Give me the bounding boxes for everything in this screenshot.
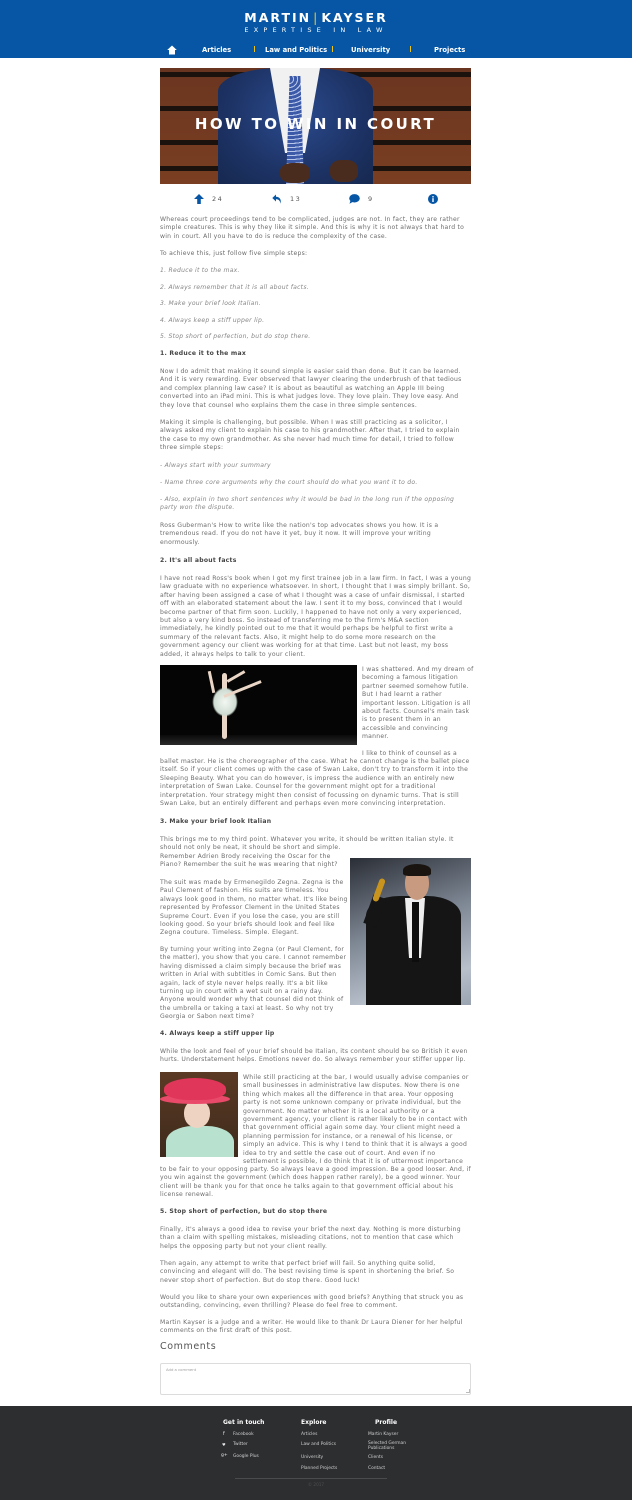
- share-count: 13: [290, 195, 302, 203]
- step-item: 1. Reduce it to the max.: [160, 267, 240, 274]
- hero-image: [160, 68, 471, 184]
- brand-name: MARTIN | KAYSER: [244, 10, 388, 25]
- author-bio: Martin Kayser is a judge and a writer. He would like to thank Dr Laura Diener for her helpful comments on the first draft of this post.: [160, 1319, 463, 1335]
- paragraph: ballet master. He is the choreographer of the case. What he cannot change is the ballet piece itself. So if your client comes up with the case of Swan Lake, don't try to transform it into the Sleeping Beauty. What you can do however, is impress the audience with an entirely new interpretation of Swan Lake. Counsel for the government might opt for a traditional interpretation. Your strategy might then consist of focussing on dynamic turns. That is still Swan Lake, but an entirely different and perhaps even more convincing interpretation.: [160, 758, 470, 808]
- ballet-dancer-image: [160, 665, 357, 745]
- paragraph: I like to think of counsel as a: [362, 750, 457, 757]
- copyright: © 2017: [307, 1482, 325, 1487]
- site-header: [0, 0, 632, 58]
- bullet-item: - Also, explain in two short sentences why it would be bad in the long run if the opposing party won the dispute.: [160, 496, 455, 512]
- upvote-count: 24: [212, 195, 224, 203]
- paragraph: Now I do admit that making it sound simple is easier said than done. But it can be learned. And it is very rewarding. Ever observed that lawyer clearing the underbrush of that tedious and complex planning law case? It is about as beautiful as watching an Apple III being converted into an iPad mini. This is what judges love. They love plain. They love easy. And they love that counsel who explains them the case in three simple sentences.: [160, 368, 462, 409]
- paragraph: While still practicing at the bar, I would usually advise companies or small businesses in administrative law disputes. Now there is one thing which makes all the difference in that area. Your opposing party is not some unknown company or private individual, but the government. No matter whether it is a local authority or a government agency, your client is rather likely to be in contact with that government official again some day. Your client might need a planning permission for instance, or a renewal of his license, or simply an advice. This is why I tend to think that it is always a good idea to try and settle the case out of court. And even if no settlement is possible, I do think that it is of uttermost importance: [243, 1074, 469, 1166]
- info-icon: [428, 194, 438, 204]
- nav-separator: [410, 46, 411, 52]
- paragraph: Ross Guberman's How to write like the nation's top advocates shows you how. It is a tremendous read. If you do not have it yet, buy it now. It will improve your writing enormously.: [160, 522, 439, 546]
- footer-link-law-and-politics[interactable]: Law and Politics: [301, 1442, 337, 1447]
- paragraph: Would you like to share your own experiences with good briefs? Anything that struck you as outstanding, convincing, even thrilling? Please do feel free to comment.: [160, 1294, 464, 1310]
- footer-link-facebook[interactable]: Facebook: [233, 1432, 254, 1437]
- section-heading: 1. Reduce it to the max: [160, 350, 247, 357]
- paragraph: This brings me to my third point. Whatever you write, it should be written Italian style. It should not only be neat, it should be short and simple.: [160, 836, 454, 852]
- footer-get-in-touch: [223, 1418, 264, 1427]
- comments-button[interactable]: [349, 194, 374, 204]
- section-heading: 3. Make your brief look Italian: [160, 818, 272, 825]
- paragraph: to be fair to your opposing party. So always leave a good impression. Be a good looser. And, if you win against the government (which does happen rather rarely), be a good winner. Your client will be thank you for that once he talks again to that government official about his license renewal.: [160, 1166, 471, 1199]
- brand-logo[interactable]: [0, 0, 632, 35]
- reply-icon: [272, 194, 282, 204]
- footer-link-twitter[interactable]: Twitter: [233, 1442, 248, 1447]
- paragraph: By turning your writing into Zegna (or Paul Clement, for the matter), you show that you care. I cannot remember having dismissed a claim simply because the brief was written in Arial with subtitles in Comic Sans. But then again, lack of style never helps really. It's a bit like turning up in court with a wet suit on a rainy day. Anyone would wonder why that counsel did not think of the umbrella or taking a taxi at least. So why not try Georgia or Sabon next time?: [160, 946, 347, 1021]
- info-button[interactable]: [428, 194, 438, 204]
- comment-bubble-icon: [349, 194, 360, 204]
- section-heading: 5. Stop short of perfection, but do stop there: [160, 1208, 328, 1215]
- footer-link-martin-kayser[interactable]: Martin Kayser: [368, 1432, 399, 1437]
- section-heading: 2. It's all about facts: [160, 557, 237, 564]
- brand-tagline: EXPERTISE IN LAW: [244, 26, 388, 34]
- steps-intro: To achieve this, just follow five simple steps:: [160, 250, 308, 257]
- adrien-brody-oscar-image: [350, 858, 471, 1005]
- comments-heading: Comments: [160, 1341, 217, 1352]
- paragraph: While the look and feel of your brief should be Italian, its content should be so British it even hurts. Understatement helps. Emotions never do. So always remember your stiffer upper lip.: [160, 1048, 468, 1064]
- step-item: 2. Always remember that it is all about facts.: [160, 284, 309, 291]
- paragraph: Remember Adrien Brody receiving the Oscar for the Piano? Remember the suit he was wearing that night?: [160, 853, 338, 869]
- footer-heading: Profile: [375, 1419, 398, 1426]
- home-icon[interactable]: [167, 45, 177, 55]
- resize-handle-icon[interactable]: [466, 1389, 470, 1393]
- paragraph: Finally, it's always a good idea to revise your brief the next day. Nothing is more disturbing than a claim with spelling mistakes, misleading citations, not to mention that case which helps the opposing party but not your client really.: [160, 1226, 461, 1250]
- footer-link-contact[interactable]: Contact: [368, 1466, 386, 1471]
- nav-item-articles[interactable]: Articles: [202, 46, 232, 54]
- twitter-icon: ♥: [222, 1442, 226, 1447]
- nav-item-projects[interactable]: Projects: [434, 46, 466, 54]
- footer-link-articles[interactable]: Articles: [301, 1432, 318, 1437]
- article-stats: [0, 194, 632, 208]
- paragraph: Then again, any attempt to write that perfect brief will fail. So anything quite solid, convincing and elegant will do. The best revising time is spent in shortening the brief. So never stop short of perfection. But do stop there. Good luck!: [160, 1260, 455, 1284]
- footer-profile: [375, 1418, 397, 1427]
- main-nav: [0, 43, 632, 58]
- facebook-icon: f: [223, 1431, 225, 1437]
- nav-item-university[interactable]: University: [351, 46, 391, 54]
- paragraph: Making it simple is challenging, but possible. When I was still practicing as a solicitor, I always asked my client to explain his case to his grandmother. After that, I tried to explain the case to my own grandmother. As she never had much time for detail, I tried to follow three simple steps:: [160, 419, 460, 452]
- section-heading: 4. Always keep a stiff upper lip: [160, 1030, 275, 1037]
- footer-link-publications[interactable]: Selected German Publications: [368, 1441, 407, 1451]
- google-plus-icon: g+: [221, 1453, 228, 1458]
- bullet-item: - Always start with your summary: [160, 462, 271, 469]
- footer-link-clients[interactable]: Clients: [368, 1455, 383, 1460]
- nav-separator: [332, 46, 333, 52]
- footer-link-planned-projects[interactable]: Planned Projects: [301, 1466, 338, 1471]
- footer-heading: Explore: [301, 1419, 327, 1426]
- site-footer: [0, 1406, 632, 1500]
- step-item: 5. Stop short of perfection, but do stop there.: [160, 333, 311, 340]
- upvote-button[interactable]: [194, 194, 223, 204]
- intro-paragraph: Whereas court proceedings tend to be complicated, judges are not. In fact, they are rather simple creatures. This is why they like it simple. And this is why it is not always that hard to win in court. All you have to do is reduce the complexity of the case.: [160, 216, 465, 240]
- footer-link-university[interactable]: University: [301, 1455, 324, 1460]
- comment-count: 9: [368, 195, 374, 203]
- step-item: 4. Always keep a stiff upper lip.: [160, 317, 265, 324]
- footer-explore: [301, 1418, 326, 1427]
- footer-heading: Get in touch: [223, 1419, 265, 1426]
- paragraph: The suit was made by Ermenegildo Zegna. Zegna is the Paul Clement of fashion. His suits are timeless. You always look good in them, no matter what. It's like being represented by Professor Clement in the United States Supreme Court. Even if you lose the case, you are still looking good. So your briefs should look and feel like Zegna couture. Timeless. Simple. Elegant.: [160, 879, 348, 937]
- nav-separator: [254, 46, 255, 52]
- arrow-up-icon: [194, 194, 204, 204]
- bullet-item: - Name three core arguments why the court should do what you want it to do.: [160, 479, 418, 486]
- comment-input[interactable]: [160, 1363, 471, 1395]
- footer-link-google-plus[interactable]: Google Plus: [233, 1454, 259, 1459]
- share-button[interactable]: [272, 194, 301, 204]
- article-title: HOW TO WIN IN COURT: [194, 115, 437, 133]
- footer-divider: [235, 1478, 387, 1479]
- queen-portrait-image: [160, 1072, 238, 1157]
- paragraph: I have not read Ross's book when I got my first trainee job in a law firm. In fact, I was a young law graduate with no experience whatsoever. In short, I thought that I was simply brillant. So, after having been assigned a case of what I thought was a case of unfair dismissal, I started off with an elaborated statement about the law. I sent it to my boss, convinced that I would become partner of that firm soon. Luckily, I happened to have not only a very experienced, but also a very kind boss. So instead of transferring me to the firm's M&A section immediately, he kindly pointed out to me that it would perhaps be helpful to first write a summary of the relevant facts. Also, it might help to do some more research on the government agency our client was working for at that time. Last but not least, my boss added, it always helps to talk to your client.: [160, 575, 472, 658]
- paragraph: I was shattered. And my dream of becoming a famous litigation partner seemed somehow futile. But I had learnt a rather important lesson. Litigation is all about facts. Counsel's main task is to present them in an accessible and convincing manner.: [362, 666, 474, 741]
- nav-item-law-and-politics[interactable]: Law and Politics: [265, 46, 328, 54]
- step-item: 3. Make your brief look Italian.: [160, 300, 261, 307]
